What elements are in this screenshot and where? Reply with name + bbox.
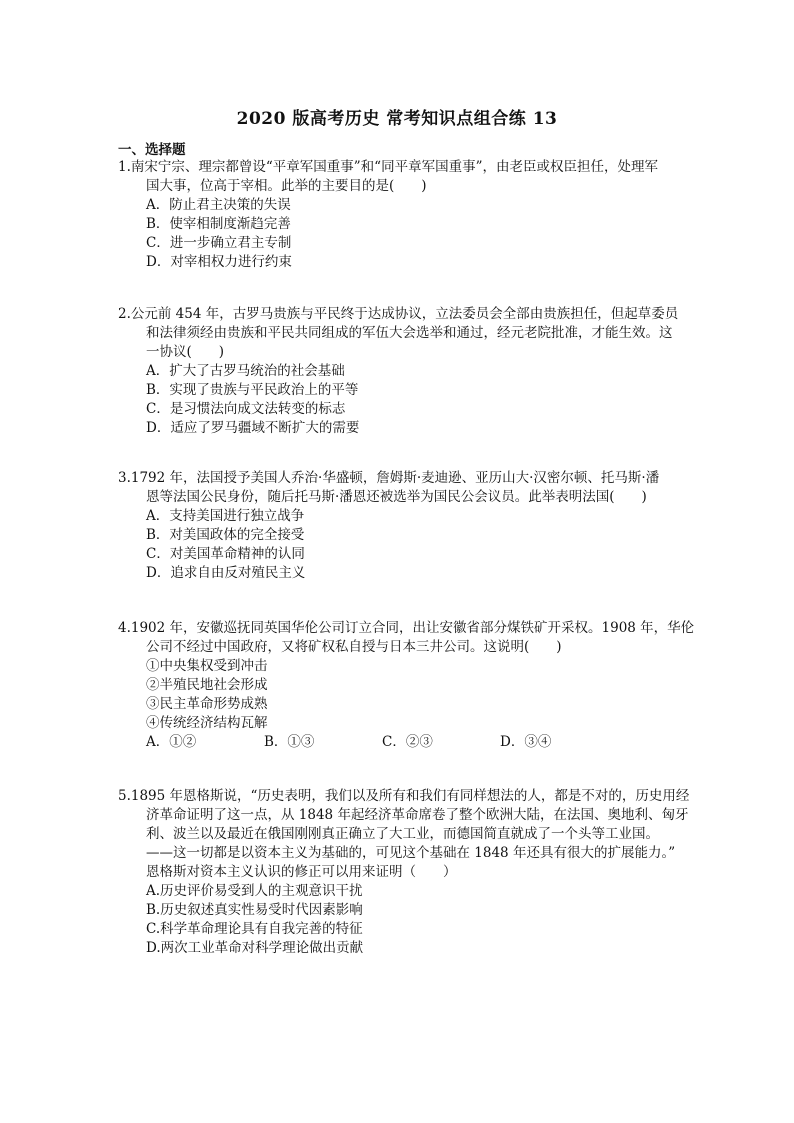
- option-a: A.历史评价易受到人的主观意识干扰: [146, 883, 363, 899]
- option-b: B．使宰相制度渐趋完善: [146, 216, 291, 232]
- option-d: D．追求自由反对殖民主义: [146, 565, 306, 581]
- question-stem: [118, 619, 698, 657]
- question-1: [118, 158, 698, 272]
- question-2: [118, 305, 698, 438]
- stem-line: 国大事，位高于宰相。此举的主要目的是( ): [146, 178, 427, 194]
- options-row: [118, 733, 698, 752]
- stem-line: 一协议( ): [146, 344, 225, 360]
- stem-line: 2.公元前 454 年，古罗马贵族与平民终于达成协议，立法委员会全部由贵族担任，但起草委员: [118, 306, 679, 322]
- statement-3: ③民主革命形势成熟: [146, 696, 268, 712]
- option-c: C．是习惯法向成文法转变的标志: [146, 401, 346, 417]
- stem-line: 和法律须经由贵族和平民共同组成的军伍大会选举和通过，经元老院批准，才能生效。这: [146, 325, 673, 341]
- option-a: A．支持美国进行独立战争: [146, 508, 305, 524]
- statement-1: ①中央集权受到冲击: [146, 658, 268, 674]
- option-d: D．适应了罗马疆域不断扩大的需要: [146, 420, 360, 436]
- option-a: A．①②: [146, 734, 197, 750]
- option-c: C．对美国革命精神的认同: [146, 546, 305, 562]
- stem-line: 4.1902 年，安徽巡抚同英国华伦公司订立合同，出让安徽省部分煤铁矿开采权。1908 年，华伦: [118, 620, 695, 636]
- stem-line: ——这一切都是以资本主义为基础的，可见这个基础在 1848 年还具有很大的扩展能力。”: [146, 845, 676, 861]
- option-d: D．③④: [500, 734, 552, 750]
- statement-2: ②半殖民地社会形成: [146, 677, 268, 693]
- stem-line: 1.南宋宁宗、理宗都曾设“平章军国重事”和“同平章军国重事”，由老臣或权臣担任，处理军: [118, 159, 658, 175]
- stem-line: 恩格斯对资本主义认识的修正可以用来证明（ ）: [146, 864, 457, 880]
- option-d: D.两次工业革命对科学理论做出贡献: [146, 940, 364, 956]
- option-a: A．防止君主决策的失误: [146, 197, 291, 213]
- option-c: C．进一步确立君主专制: [146, 235, 292, 251]
- stem-line: 3.1792 年，法国授予美国人乔治·华盛顿，詹姆斯·麦迪逊、亚历山大·汉密尔顿、托马斯·潘: [118, 470, 660, 486]
- option-b: B.历史叙述真实性易受时代因素影响: [146, 902, 363, 918]
- question-stem: [118, 305, 698, 362]
- option-a: A．扩大了古罗马统治的社会基础: [146, 363, 345, 379]
- stem-line: 济革命证明了这一点，从 1848 年起经济革命席卷了整个欧洲大陆，在法国、奥地利、匈牙: [146, 807, 689, 823]
- question-5: [118, 787, 698, 958]
- option-b: B．①③: [264, 734, 315, 750]
- question-stem: [118, 787, 698, 882]
- stem-line: 恩等法国公民身份，随后托马斯·潘恩还被选举为国民公会议员。此举表明法国( ): [146, 489, 647, 505]
- page-title: 2020 版高考历史 常考知识点组合练 13: [236, 109, 558, 129]
- section-heading: 一、选择题: [118, 142, 186, 158]
- option-b: B．实现了贵族与平民政治上的平等: [146, 382, 359, 398]
- option-b: B．对美国政体的完全接受: [146, 527, 305, 543]
- stem-line: 5.1895 年恩格斯说，“历史表明，我们以及所有和我们有同样想法的人，都是不对的，历史用经: [118, 788, 690, 804]
- question-stem: [118, 158, 698, 196]
- stem-line: 公司不经过中国政府，又将矿权私自授与日本三井公司。这说明( ): [146, 639, 562, 655]
- question-3: [118, 469, 698, 583]
- question-stem: [118, 469, 698, 507]
- option-c: C．②③: [382, 734, 433, 750]
- option-c: C.科学革命理论具有自我完善的特征: [146, 921, 363, 937]
- option-d: D．对宰相权力进行约束: [146, 254, 292, 270]
- statement-4: ④传统经济结构瓦解: [146, 715, 268, 731]
- stem-line: 利、波兰以及最近在俄国刚刚真正确立了大工业，而德国简直就成了一个头等工业国。: [146, 826, 659, 842]
- question-4: [118, 619, 698, 752]
